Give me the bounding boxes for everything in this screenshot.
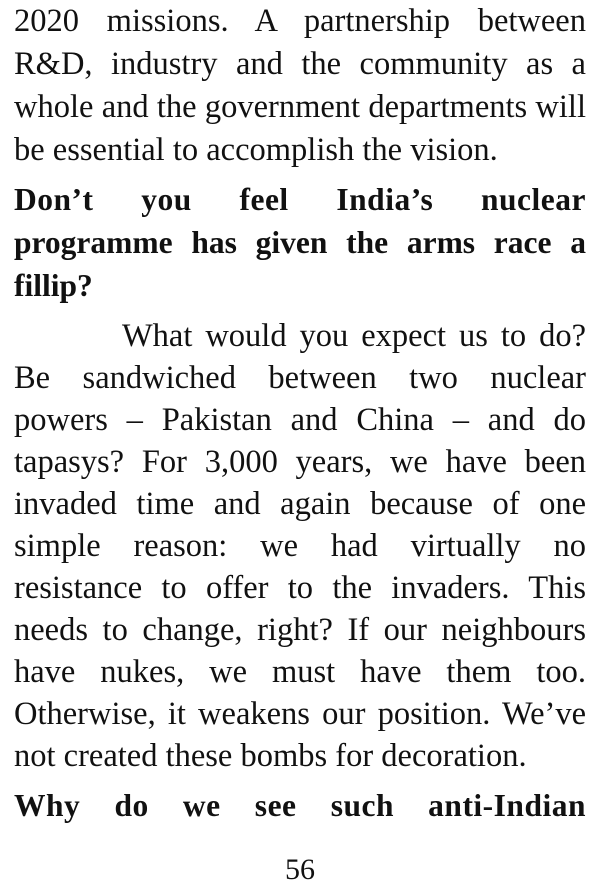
text-line: Be sandwiched between two nuclear [14,360,586,396]
text-line: powers – Pakistan and China – and do [14,402,586,438]
text-line: resistance to offer to the invaders. This [14,570,586,606]
text-line: simple reason: we had virtually no [14,528,586,564]
text-line: whole and the government departments will [14,89,586,125]
text-line: 2020 missions. A partnership between [14,3,586,39]
text-line: Otherwise, it weakens our position. We’ve [14,696,586,732]
text-line: have nukes, we must have them too. [14,654,586,690]
text-line: What would you expect us to do? [122,318,586,354]
question-line: Why do we see such anti-Indian [14,788,586,823]
text-line: R&D, industry and the community as a [14,46,586,82]
text-line: not created these bombs for decoration. [14,738,527,774]
text-line: be essential to accomplish the vision. [14,132,498,168]
question-line: Don’t you feel India’s nuclear [14,182,586,217]
text-line: invaded time and again because of one [14,486,586,522]
text-line: needs to change, right? If our neighbours [14,612,586,648]
text-line: tapasys? For 3,000 years, we have been [14,444,586,480]
question-line: fillip? [14,268,93,303]
question-line: programme has given the arms race a [14,225,586,260]
page-number: 56 [285,853,315,886]
